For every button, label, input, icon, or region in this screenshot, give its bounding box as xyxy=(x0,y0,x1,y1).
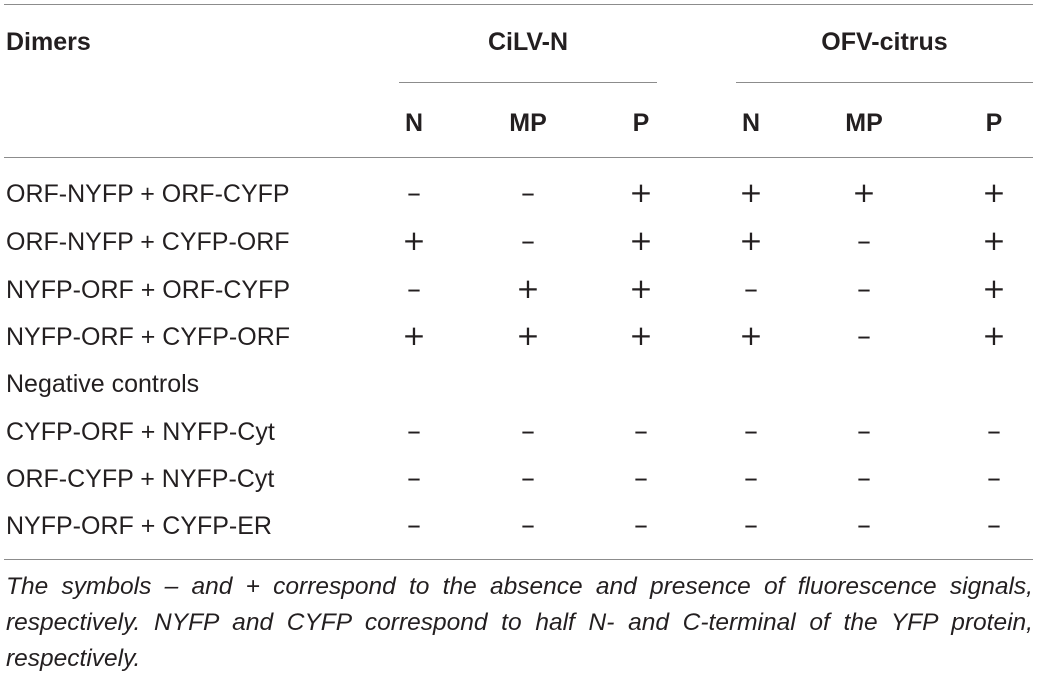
table-cell: – xyxy=(744,461,758,494)
table-cell: + xyxy=(739,224,763,257)
table-cell: + xyxy=(982,272,1006,305)
row-label: NYFP-ORF + CYFP-ORF xyxy=(6,323,291,351)
table-cell: – xyxy=(744,414,758,447)
table-cell: – xyxy=(857,461,871,494)
table-cell: + xyxy=(402,319,426,352)
table-cell: – xyxy=(407,176,421,209)
table-cell: + xyxy=(629,272,653,305)
row-label: ORF-NYFP + ORF-CYFP xyxy=(6,180,290,208)
table-cell: – xyxy=(521,461,535,494)
table-cell: – xyxy=(857,508,871,541)
row-label: ORF-NYFP + CYFP-ORF xyxy=(6,228,290,256)
table-cell: – xyxy=(634,461,648,494)
table-cell: – xyxy=(407,414,421,447)
row-label: Negative controls xyxy=(6,370,200,398)
table-cell: + xyxy=(739,176,763,209)
table-cell: + xyxy=(516,272,540,305)
table-cell: – xyxy=(407,461,421,494)
column-header-dimers: Dimers xyxy=(6,28,91,56)
table-cell: – xyxy=(857,319,871,352)
table-cell: – xyxy=(634,508,648,541)
table-cell: – xyxy=(634,414,648,447)
table-cell: – xyxy=(521,508,535,541)
table-cell: – xyxy=(857,414,871,447)
row-label: CYFP-ORF + NYFP-Cyt xyxy=(6,418,275,446)
column-header-ofv-p: P xyxy=(985,109,1003,137)
table-cell: – xyxy=(407,508,421,541)
group-header-ofv-citrus: OFV-citrus xyxy=(821,28,948,56)
table-cell: + xyxy=(516,319,540,352)
table-cell: – xyxy=(857,272,871,305)
table-cell: – xyxy=(857,224,871,257)
row-label: NYFP-ORF + CYFP-ER xyxy=(6,512,272,540)
column-header-ofv-mp: MP xyxy=(845,109,883,137)
table-footnote: The symbols – and + correspond to the absence and presence of fluorescence signals, respectively. NYFP and CYFP correspond to half N- and C-terminal of the YFP protein, respectively. xyxy=(6,573,1033,672)
table-cell: – xyxy=(407,272,421,305)
row-label: NYFP-ORF + ORF-CYFP xyxy=(6,276,291,304)
row-label: ORF-CYFP + NYFP-Cyt xyxy=(6,465,275,493)
column-header-cilv-n-p: P xyxy=(632,109,650,137)
table-cell: – xyxy=(987,414,1001,447)
table-cell: – xyxy=(744,508,758,541)
table-cell: + xyxy=(982,319,1006,352)
column-header-cilv-n-n: N xyxy=(404,109,424,137)
table-bottom-rule xyxy=(4,559,1033,560)
table-cell: + xyxy=(982,224,1006,257)
table-cell: – xyxy=(744,272,758,305)
table-cell: – xyxy=(521,176,535,209)
table-top-rule xyxy=(4,4,1033,5)
table-cell: + xyxy=(629,319,653,352)
table-cell: + xyxy=(852,176,876,209)
group-rule-ofv-citrus xyxy=(736,82,1033,83)
column-header-cilv-n-mp: MP xyxy=(509,109,547,137)
group-rule-cilv-n xyxy=(399,82,657,83)
table-cell: + xyxy=(629,224,653,257)
table-cell: + xyxy=(402,224,426,257)
table-cell: + xyxy=(982,176,1006,209)
table-cell: – xyxy=(987,461,1001,494)
table-cell: + xyxy=(739,319,763,352)
table-cell: + xyxy=(629,176,653,209)
column-header-ofv-n: N xyxy=(741,109,761,137)
table-cell: – xyxy=(521,414,535,447)
table-cell: – xyxy=(987,508,1001,541)
table-cell: – xyxy=(521,224,535,257)
table-header-rule xyxy=(4,157,1033,158)
group-header-cilv-n: CiLV-N xyxy=(487,28,569,56)
